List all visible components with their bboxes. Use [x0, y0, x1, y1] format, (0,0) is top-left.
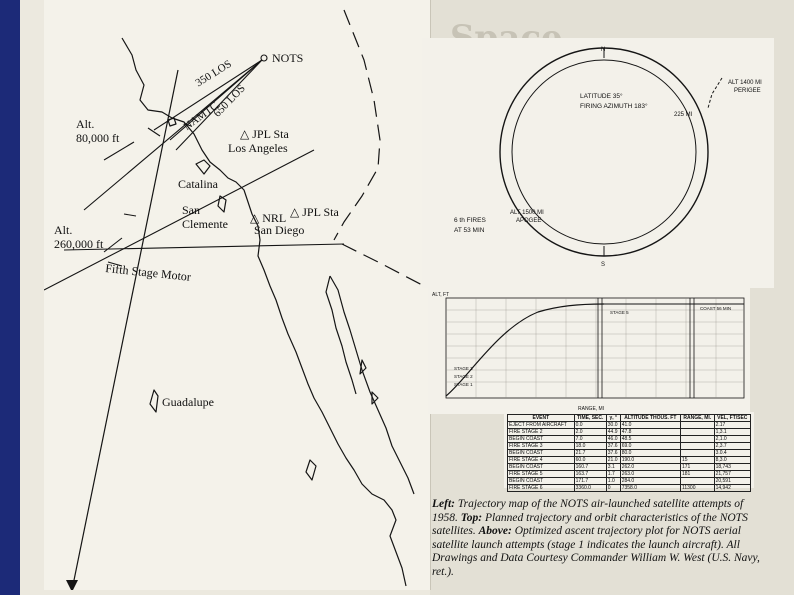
table-cell — [680, 450, 714, 457]
table-cell: 262.0 — [620, 464, 680, 471]
jpl-sd-label: △ JPL Sta — [290, 205, 339, 219]
table-cell: 2,1.0 — [714, 436, 750, 443]
table-row — [508, 450, 751, 457]
tick-1 — [148, 128, 160, 136]
table-row — [508, 464, 751, 471]
orbit-drawing — [422, 38, 774, 288]
nrl-text: NRL — [262, 211, 287, 225]
table-cell: EJECT FROM AIRCRAFT — [508, 422, 575, 429]
stage-5-label: STAGE 5 — [610, 310, 629, 315]
table-cell — [680, 422, 714, 429]
san-clemente-label-2: Clemente — [182, 217, 228, 231]
guadalupe-label: Guadalupe — [162, 395, 214, 409]
table-cell: 1,3.1 — [714, 429, 750, 436]
figure-caption — [432, 498, 768, 580]
san-clemente-label-1: San — [182, 203, 200, 217]
table-cell: 181 — [680, 471, 714, 478]
nrl-label: △ NRL — [250, 211, 287, 225]
ascent-trajectory-plot — [428, 288, 750, 414]
catalina-island — [196, 160, 210, 174]
guadalupe-island — [150, 390, 158, 412]
latitude-label: LATITUDE 35° — [580, 93, 623, 100]
table-cell: 171.7 — [574, 478, 606, 485]
table-row — [508, 429, 751, 436]
table-cell: FIRE STAGE 3 — [508, 443, 575, 450]
table-cell: 21,757 — [714, 471, 750, 478]
table-cell: BEGIN COAST — [508, 464, 575, 471]
island-south — [306, 460, 316, 480]
event-table-panel — [504, 412, 754, 491]
jpl-la-text: JPL Sta — [252, 127, 289, 141]
table-cell — [680, 443, 714, 450]
table-row — [508, 485, 751, 492]
table-cell: 160.7 — [574, 464, 606, 471]
table-cell: 47.8 — [620, 429, 680, 436]
table-cell: 7358.0 — [620, 485, 680, 492]
table-cell: 11300 — [680, 485, 714, 492]
table-cell: 80.0 — [620, 450, 680, 457]
table-row — [508, 422, 751, 429]
border-dashed-2 — [342, 244, 424, 286]
table-cell: 48.5 — [620, 436, 680, 443]
table-cell: 3.1 — [606, 464, 620, 471]
range-line-diag — [64, 244, 344, 250]
table-row — [508, 436, 751, 443]
table-cell: 18,743 — [714, 464, 750, 471]
table-cell: 69.0 — [620, 443, 680, 450]
nots-label: NOTS — [272, 51, 304, 65]
table-cell: FIRE STAGE 4 — [508, 457, 575, 464]
table-cell: 284.0 — [620, 478, 680, 485]
san-diego-label: San Diego — [254, 223, 305, 237]
table-cell: 0 — [606, 485, 620, 492]
perigee-alt-label: ALT 1400 MI — [728, 80, 762, 86]
jpl-la-label: △ JPL Sta — [240, 127, 289, 141]
table-row — [508, 457, 751, 464]
axis-break-1 — [598, 298, 602, 398]
los-350-label: 350 LOS — [193, 57, 234, 90]
azimuth-label: FIRING AZIMUTH 183° — [580, 103, 648, 110]
trajectory-map — [44, 0, 431, 590]
border-dashed — [334, 10, 380, 240]
header-gamma: γ, ° — [606, 415, 620, 422]
table-cell: 3.0.4 — [714, 450, 750, 457]
table-cell: 20,591 — [714, 478, 750, 485]
table-cell: 8,3.0 — [714, 457, 750, 464]
north-label: N — [601, 47, 606, 53]
table-cell — [680, 429, 714, 436]
table-row — [508, 471, 751, 478]
stage-3-label: STAGE 3 — [454, 366, 473, 371]
table-cell: 263.0 — [620, 471, 680, 478]
alt-260-label: Alt. — [54, 223, 73, 237]
table-row — [508, 478, 751, 485]
los-angeles-label: Los Angeles — [228, 141, 288, 155]
table-cell: 1.0 — [606, 478, 620, 485]
table-cell: 163.7 — [574, 471, 606, 478]
table-cell: BEGIN COAST — [508, 436, 575, 443]
orbit-diagram — [422, 38, 774, 288]
table-cell: 18.0 — [574, 443, 606, 450]
table-cell: 37.6 — [606, 450, 620, 457]
table-cell: 7.0 — [574, 436, 606, 443]
outer-orbit — [500, 48, 708, 256]
table-header-row — [508, 415, 751, 422]
table-cell: 21.0 — [606, 457, 620, 464]
table-cell: 2.0 — [574, 429, 606, 436]
stage-2-label: STAGE 2 — [454, 374, 473, 379]
caption-above-text: Optimized ascent trajectory plot for NOTS aerial satellite launch attempts (stage 1 indicates the launch aircraft). All Drawings and Data Courtesy Commander William W. West (U.S. Navy, ret.). — [432, 525, 760, 578]
table-cell: 1.7 — [606, 471, 620, 478]
table-cell: 46.0 — [606, 436, 620, 443]
table-cell: FIRE STAGE 5 — [508, 471, 575, 478]
table-cell: 2,3.7 — [714, 443, 750, 450]
header-velocity: VEL, FT/SEC — [714, 415, 750, 422]
table-cell: 3360.0 — [574, 485, 606, 492]
table-cell: 37.6 — [606, 443, 620, 450]
y-axis-label: ALT, FT — [432, 292, 450, 298]
table-cell: 44.9 — [606, 429, 620, 436]
caption-left-text: Trajectory map of the NOTS air-launched satellite attempts of 1958. — [432, 498, 744, 524]
south-label: S — [601, 262, 606, 268]
event-table — [507, 414, 751, 492]
table-cell — [680, 478, 714, 485]
table-cell: FIRE STAGE 2 — [508, 429, 575, 436]
header-event: EVENT — [508, 415, 575, 422]
alt-260-line — [104, 238, 122, 252]
table-row — [508, 443, 751, 450]
nots-marker — [261, 55, 267, 61]
alt-80-value: 80,000 ft — [76, 131, 120, 145]
table-cell: 41.0 — [620, 422, 680, 429]
jpl-sd-text: JPL Sta — [302, 205, 339, 219]
tick-2 — [124, 214, 136, 216]
los-650-label: 650 LOS — [211, 82, 248, 120]
header-time: TIME, SEC. — [574, 415, 606, 422]
coastline — [122, 38, 406, 586]
caption-top-label: Top: — [460, 511, 483, 524]
gulf-coast — [330, 276, 414, 494]
trajectory-drawing — [428, 288, 750, 414]
table-body — [508, 422, 751, 492]
track-arrowhead — [66, 580, 78, 590]
caption-above-label: Above: — [478, 525, 512, 538]
apogee-label: APOGEE — [516, 218, 542, 224]
table-cell: 21.7 — [574, 450, 606, 457]
x-axis-label: RANGE, MI — [578, 406, 605, 412]
header-range: RANGE, MI. — [680, 415, 714, 422]
magazine-page-scan — [20, 0, 794, 595]
fires-label-2: AT 53 MIN — [454, 227, 485, 234]
perigee-label: PERIGEE — [734, 88, 761, 94]
table-cell: 171 — [680, 464, 714, 471]
alt-80-label: Alt. — [76, 117, 95, 131]
range-225-label: 225 MI — [674, 112, 693, 118]
table-cell: FIRE STAGE 6 — [508, 485, 575, 492]
table-cell: 2.17 — [714, 422, 750, 429]
table-cell: 0.0 — [574, 422, 606, 429]
table-cell: 14,942 — [714, 485, 750, 492]
island-small — [168, 118, 176, 126]
inner-orbit — [512, 60, 696, 244]
fires-label-1: 6 th FIRES — [454, 217, 486, 224]
table-cell: 60.0 — [574, 457, 606, 464]
caption-left-label: Left: — [432, 498, 455, 510]
table-cell: BEGIN COAST — [508, 478, 575, 485]
table-cell: 190.0 — [620, 457, 680, 464]
san-clemente-island — [218, 196, 226, 212]
namtc-label: NAMTC — [181, 99, 221, 133]
catalina-label: Catalina — [178, 177, 218, 191]
launch-arc — [708, 78, 722, 108]
stage-1-label: STAGE 1 — [454, 382, 473, 387]
caption-top-text: Planned trajectory and orbit characteristics of the NOTS satellites. — [432, 511, 748, 538]
alt-260-value: 260,000 ft — [54, 237, 104, 251]
table-cell: 15 — [680, 457, 714, 464]
coast-label: COAST 56 MIN — [700, 306, 732, 311]
axis-break-2 — [690, 298, 694, 398]
fifth-stage-label: Fifth Stage Motor — [104, 261, 192, 284]
apogee-alt-label: ALT 1500 MI — [510, 210, 544, 216]
table-cell — [680, 436, 714, 443]
header-altitude: ALTITUDE THOUS. FT — [620, 415, 680, 422]
table-cell: 30.0 — [606, 422, 620, 429]
table-cell: BEGIN COAST — [508, 450, 575, 457]
